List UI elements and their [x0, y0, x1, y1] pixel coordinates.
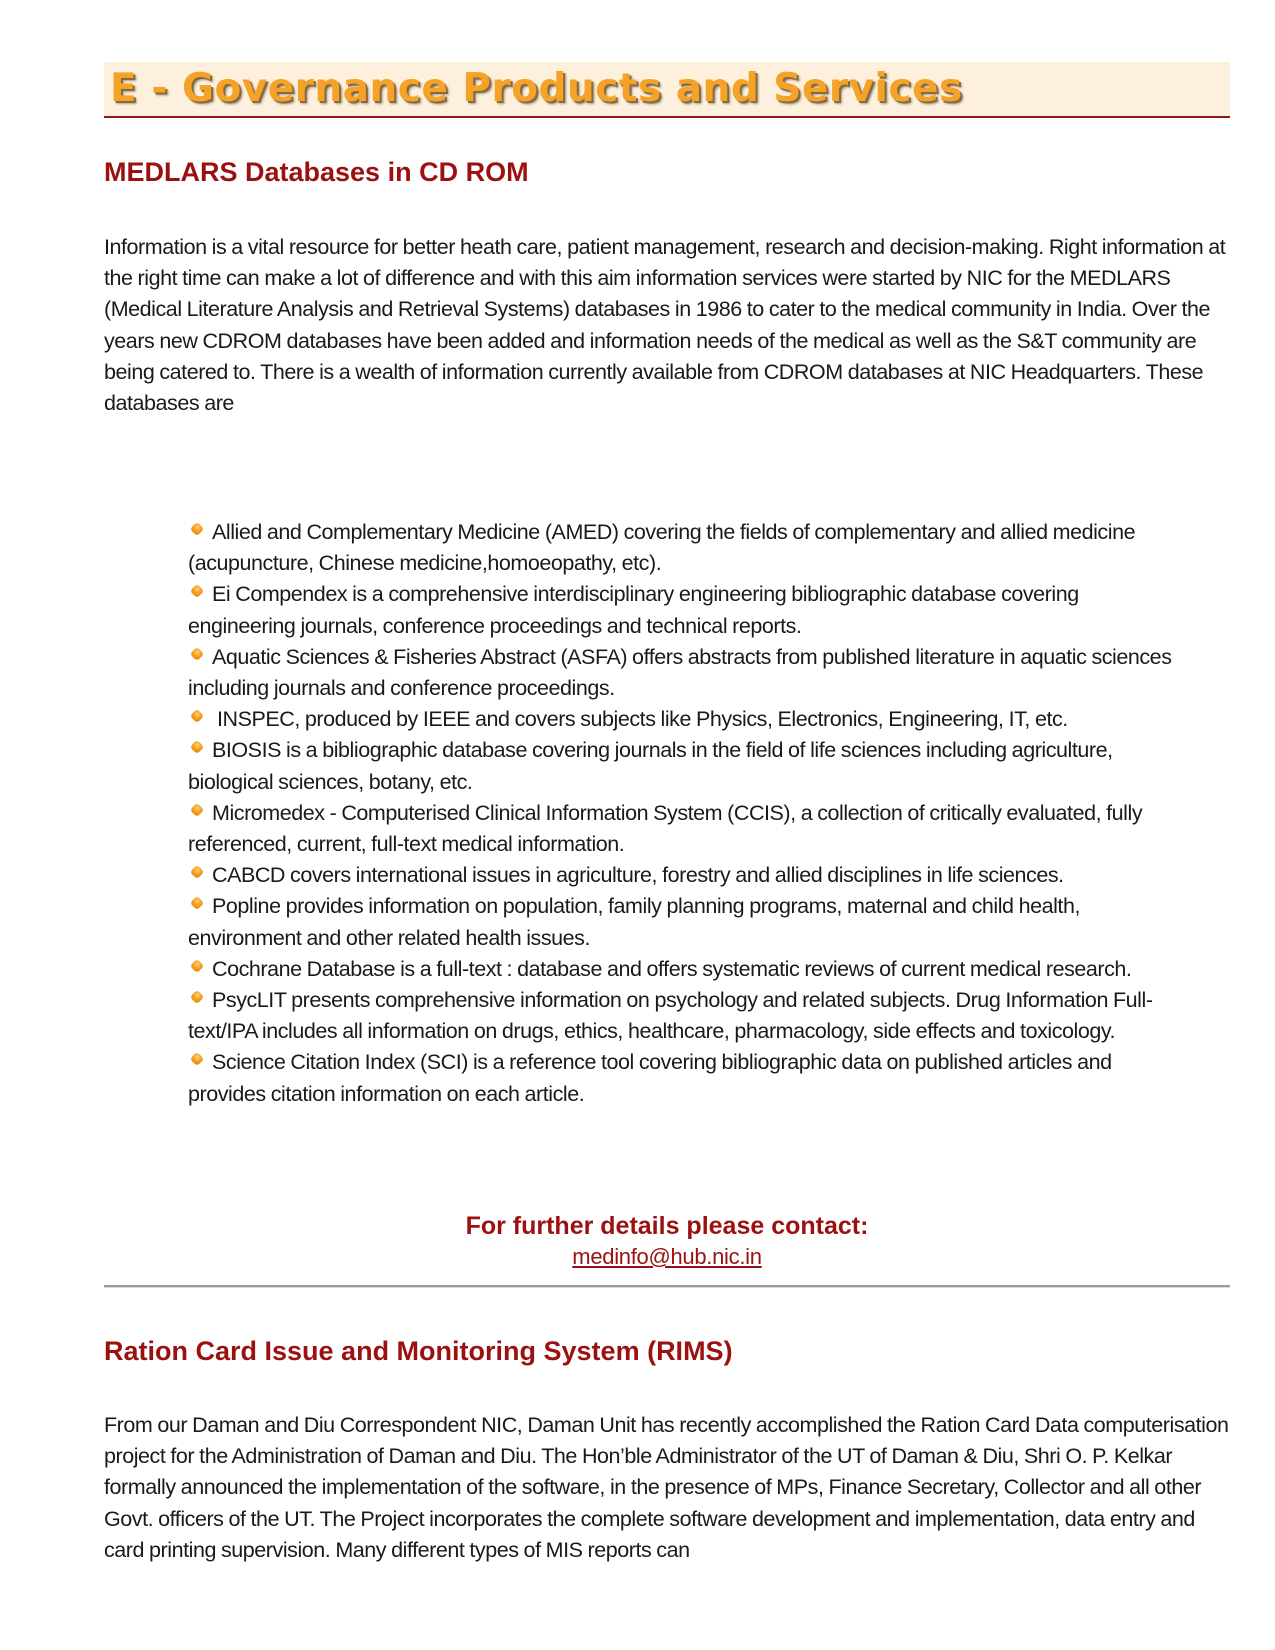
database-description: Ei Compendex is a comprehensive interdisciplinary engineering bibliographic database covering engineering journals, conference proceedings and technical reports.: [188, 582, 1079, 638]
medlars-section-title: MEDLARS Databases in CD ROM: [104, 157, 529, 187]
orange-bullet-icon: [190, 584, 204, 598]
orange-bullet-icon: [190, 959, 204, 973]
database-description: PsycLIT presents comprehensive information on psychology and related subjects. Drug Information Full-text/IPA includes all information on drugs, ethics, healthcare, pharmacology, side effects and toxicology.: [188, 988, 1153, 1044]
database-list-item: [188, 735, 1188, 797]
database-list-item: [188, 954, 1188, 985]
orange-bullet-icon: [190, 647, 204, 661]
page-banner: [104, 62, 1230, 118]
database-description: Popline provides information on population, family planning programs, maternal and child health, environment and other related health issues.: [188, 894, 1080, 950]
orange-bullet-icon: [190, 803, 204, 817]
rims-section-title: Ration Card Issue and Monitoring System (RIMS): [104, 1336, 733, 1366]
orange-bullet-icon: [190, 1052, 204, 1066]
database-description: Allied and Complementary Medicine (AMED) covering the fields of complementary and allied medicine (acupuncture, Chinese medicine,homoeopathy, etc).: [188, 520, 1136, 576]
database-list-item: [188, 642, 1188, 704]
contact-heading: For further details please contact:: [465, 1212, 869, 1240]
database-description: BIOSIS is a bibliographic database covering journals in the field of life sciences including agriculture, biological sciences, botany, etc.: [188, 738, 1113, 794]
database-description: Science Citation Index (SCI) is a reference tool covering bibliographic data on published articles and provides citation information on each article.: [188, 1050, 1112, 1106]
database-list-item: [188, 579, 1188, 641]
banner-title: E - Governance Products and Services: [110, 66, 963, 111]
database-description: Aquatic Sciences & Fisheries Abstract (ASFA) offers abstracts from published literature in aquatic sciences including journals and conference proceedings.: [188, 644, 1172, 701]
rims-intro-paragraph: From our Daman and Diu Correspondent NIC, Daman Unit has recently accomplished the Ration Card Data computerisation project for the Administration of Daman and Diu. The Hon’ble Administrator of the UT of Daman & Diu, Shri O. P. Kelkar formally announced the implementation of the software, in the presence of MPs, Finance Secretary, Collector and all other Govt. officers of the UT. The Project incorporates the complete software development and implementation, data entry and card printing supervision. Many different types of MIS reports can: [104, 1413, 1229, 1562]
database-list: [188, 517, 1188, 1110]
database-list-item: [188, 1047, 1188, 1109]
database-list-item: [188, 798, 1188, 860]
database-description: INSPEC, produced by IEEE and covers subjects like Physics, Electronics, Engineering, IT, etc.: [212, 707, 1068, 732]
orange-bullet-icon: [190, 709, 204, 723]
orange-bullet-icon: [190, 990, 204, 1004]
orange-bullet-icon: [190, 865, 204, 879]
contact-block: [104, 1210, 1230, 1272]
orange-bullet-icon: [190, 740, 204, 754]
database-list-item: [188, 891, 1188, 953]
orange-bullet-icon: [190, 522, 204, 536]
contact-email-link[interactable]: medinfo@hub.nic.in: [572, 1244, 762, 1269]
database-list-item: [188, 860, 1188, 891]
database-list-item: [188, 704, 1188, 735]
database-description: CABCD covers international issues in agriculture, forestry and allied disciplines in life sciences.: [212, 863, 1064, 888]
medlars-intro-paragraph: Information is a vital resource for better heath care, patient management, research and decision-making. Right information at the right time can make a lot of difference and with this aim information services were started by NIC for the MEDLARS (Medical Literature Analysis and Retrieval Systems) databases in 1986 to cater to the medical community in India. Over the years new CDROM databases have been added and information needs of the medical as well as the S&T community are being catered to. There is a wealth of information currently available from CDROM databases at NIC Headquarters. These databases are: [104, 235, 1226, 416]
section-divider: [104, 1285, 1230, 1288]
database-list-item: [188, 985, 1188, 1047]
orange-bullet-icon: [190, 896, 204, 910]
database-list-item: [188, 517, 1188, 579]
database-description: Micromedex - Computerised Clinical Information System (CCIS), a collection of critically evaluated, fully referenced, current, full-text medical information.: [188, 800, 1143, 857]
database-description: Cochrane Database is a full-text : database and offers systematic reviews of current medical research.: [212, 956, 1132, 981]
